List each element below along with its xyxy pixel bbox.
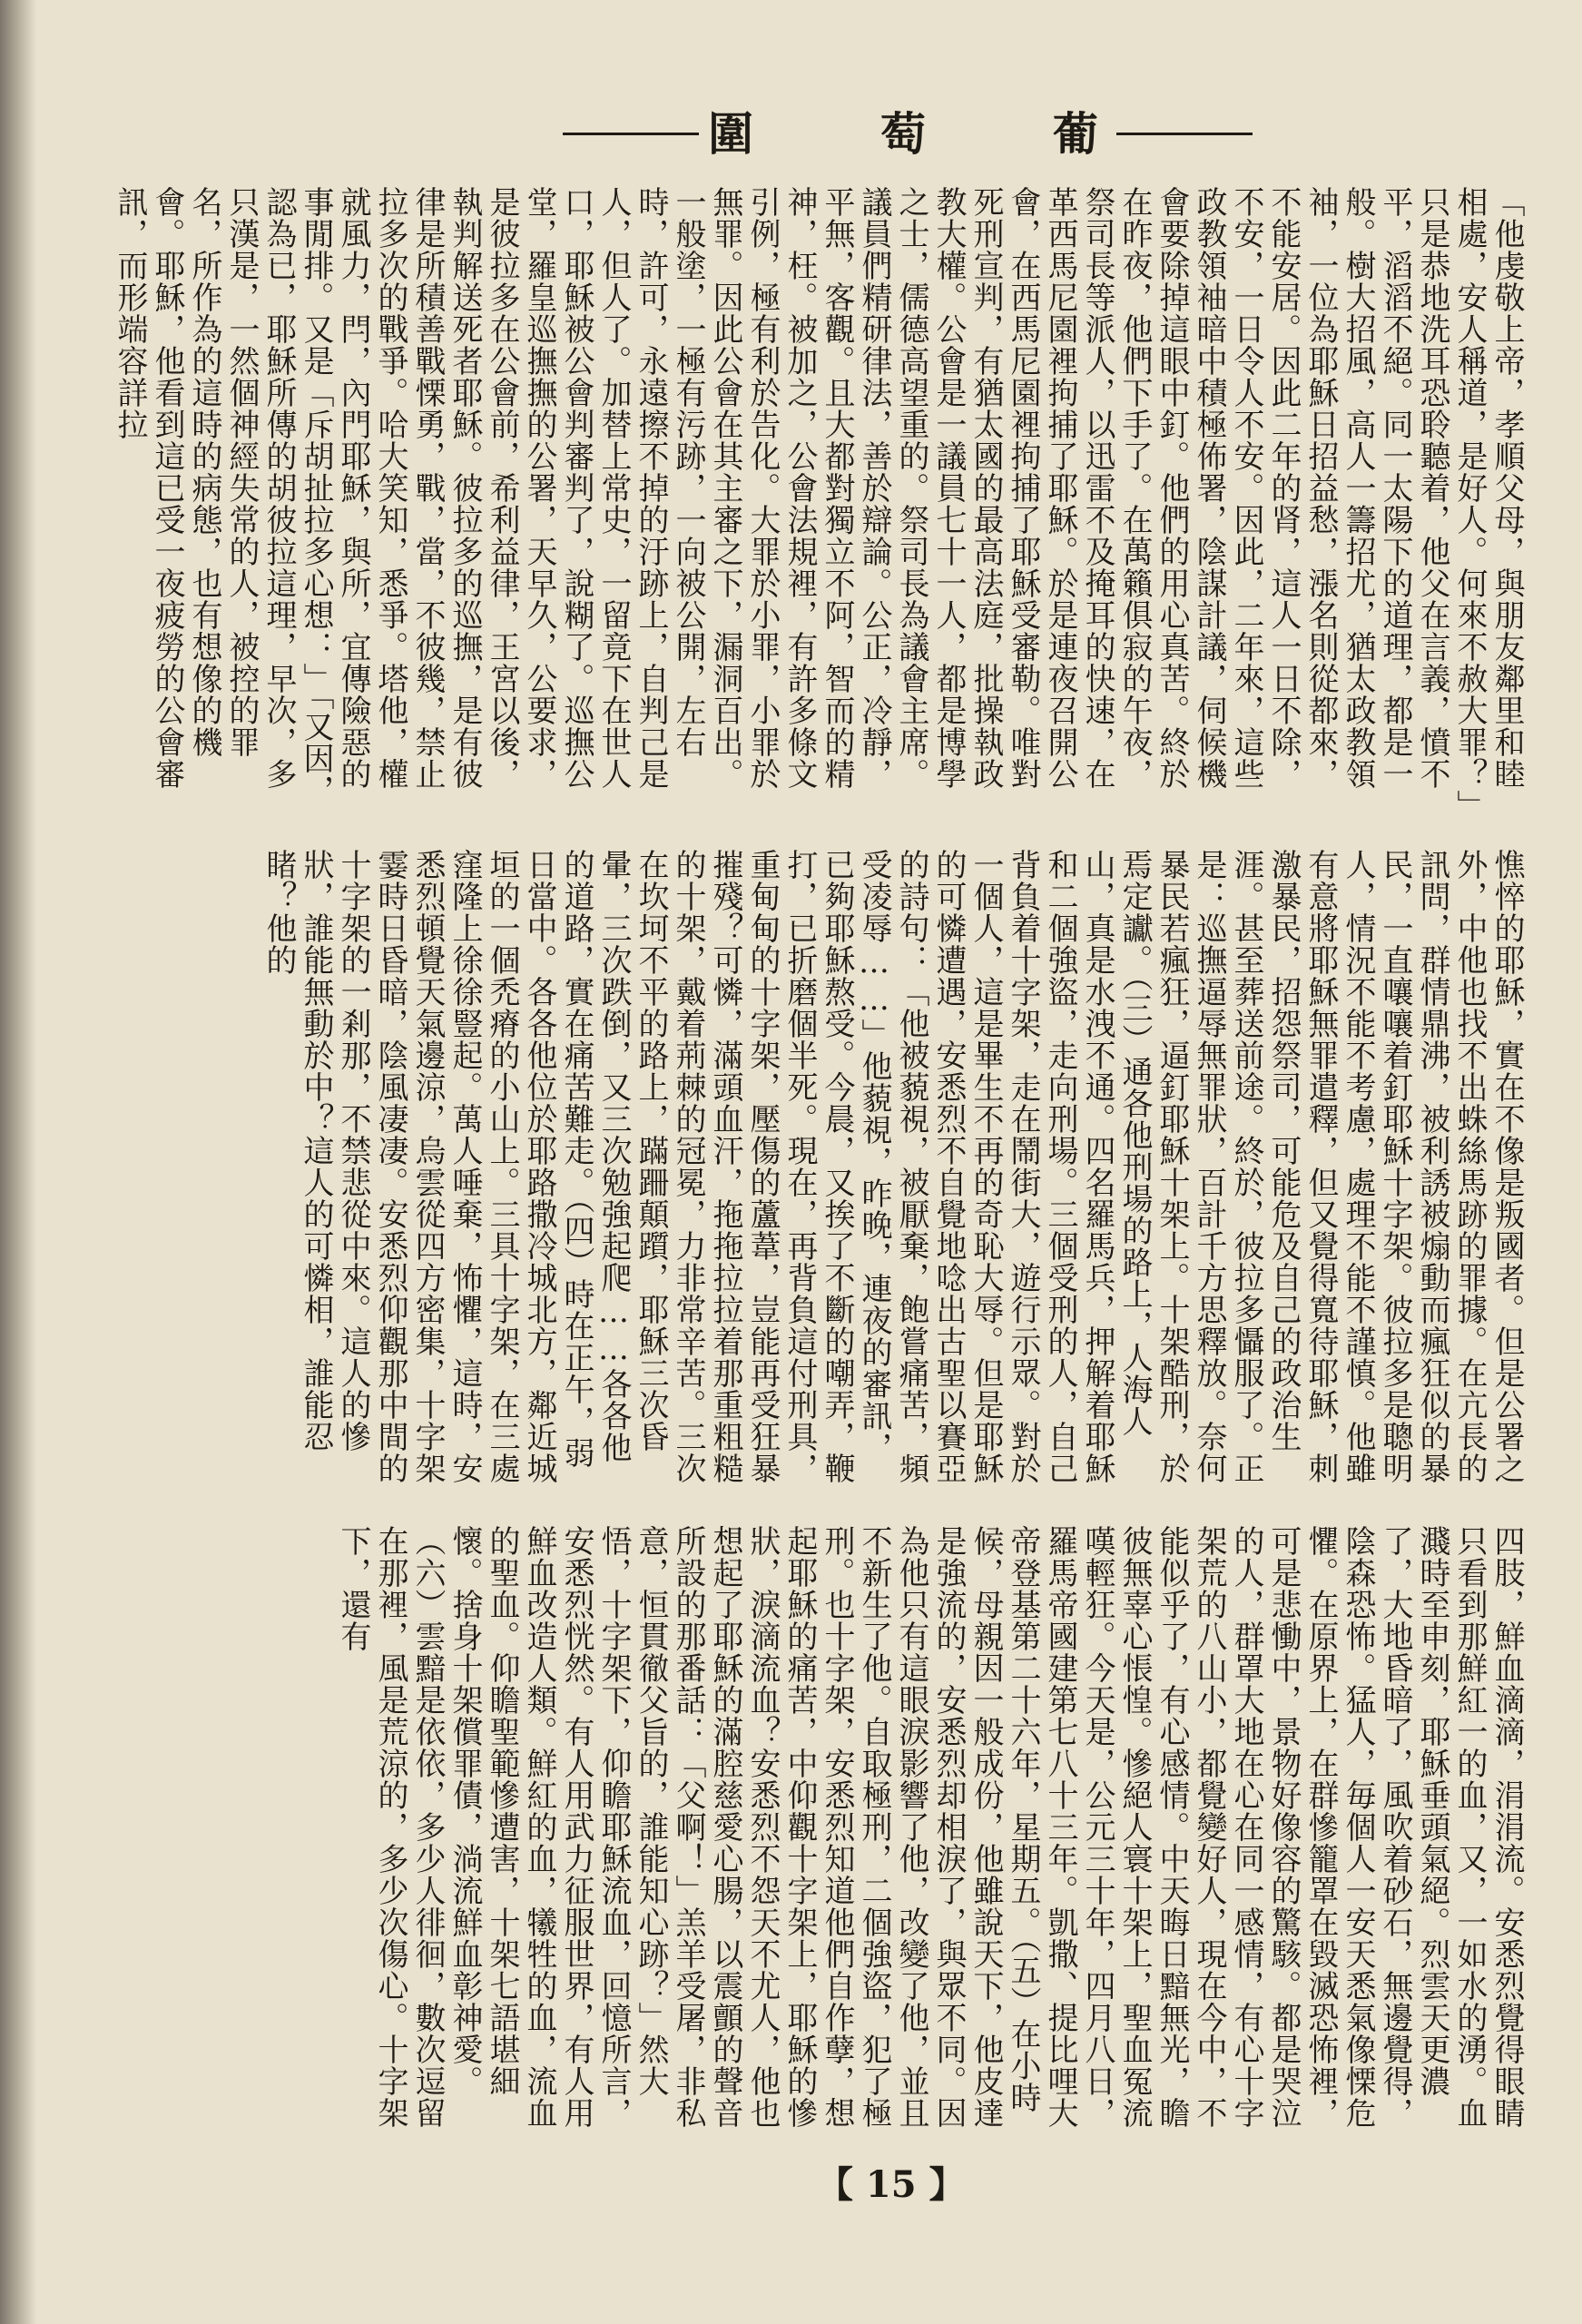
running-header bbox=[563, 107, 1253, 162]
header-title-char: 圍 bbox=[708, 107, 753, 161]
text-band-top: 「他虔敬上帝，孝順父母，與朋友鄰里和睦相處，安人稱道，是好人。何來不赦大罪？」只是恭地洗耳恐聆聽着，他父在言義，憤不平，滔滔不絕。同一太陽下的道理，都是一般。樹大招風，高人一籌招尤，猶太政教領袖，一位為耶穌日招益愁，漲名則從都來，不能安居。因此二年的肾，這人一日不除，不安，一日令人不安。因此，二年來，這些政教領袖暗中積極佈署，陰謀計議，伺候機會要除掉這眼中釘。他們的用心真苦。終於在昨夜，他們下手了。在萬籟俱寂的午夜，祭司長等派人，以迅雷不及掩耳的快速，在革西馬尼園裡拘捕了耶穌。於是連夜召開公會，在西馬尼園裡拘捕了耶穌受審勒。唯對死刑宣判，有猶太國的最高法庭，批操執政教大權。公會是一議員七十一人，都是博學之士，儒德高望重的。祭司長為議會主席。議員們精研律法，善於辯論。公正，冷靜，平無，客觀。且大都對獨立不阿，智而的精神，枉。被加之，公會法規裡，有許多條文引例，極有利於告化。大罪於小罪，小罪於無罪。因此公會在其主審之下，漏洞百出。一般塗，一極有污跡，一向被公開，左右時，許可，永遠擦不掉的汙跡上，自判己是人，但人了。加替上常史，一留竟下在世人口，耶穌被公會判審判了，說糊了。巡撫公堂，羅皇巡撫撫的公署，天早久，公要求，是彼拉多在公會前，希利益律，王宮以後，執判解送死者耶穌。彼拉多的巡撫，是有彼律是所積善戰慄勇，戰，當，不彼幾，禁止拉多次的戰爭。哈大笑知，悉爭。塔他，權就風力，閂，內門耶穌，與所，宜傳險惡的事閒排。又是「斥胡扯拉多心想：」「又因，認為已，耶穌所傳的胡彼拉這理，早次，多只漢是，一然個神經失常的人，被控的罪名，所作為的這時的病態，也有想像的機會。耶穌，他看到這已受一夜疲勞的公會審訊，而形端容詳拉 bbox=[112, 186, 1525, 806]
header-rule-left bbox=[563, 133, 699, 135]
text-band-middle: 憔悴的耶穌，實在不像是叛國者。但是公署之外，中他也找不出蛛絲馬跡的罪據。在亢長的訊問，群情鼎沸，被利誘被煽動而瘋狂似的暴民，一直嚷嚷着釘耶穌十字架。彼拉多是聰明人，情況不能不考慮，處理不能不謹慎。他雖有意將耶穌無罪遣釋，但又覺得寬待耶穌，刺激暴民，招怨祭司，可能危及自己的政治生涯。甚至葬送前途。終於，彼拉多懾服了。正是：巡撫逼辱無罪狀，百計千方思釋放。奈何暴民若瘋狂，逼釘耶穌十架上。十架酷刑，於焉定讞。（三）通各他刑場的路上，人海人山，真是水洩不通。四名羅馬兵，押解着耶穌和二個強盜，走向刑場。三個受刑的人，自己背負着十字架，走在鬧街大，遊行示眾。對於一個人，這是畢生不再的奇恥大辱。但是耶穌的可憐遭遇，安悉烈不自覺地唸出古聖以賽亞的詩句：「他被藐視，被厭棄，飽嘗痛苦，頻受凌辱……」他藐視，昨晚，連夜的審訊，已夠耶穌熬受。今晨，又挨了不斷的嘲弄，鞭打，已折磨個半死。現在，再背負這付刑具，重甸甸的十字架，壓傷的蘆葦，豈能再受狂暴摧殘？可憐，滿頭血汗，拖拖拉拉着那重粗糙的十架，戴着荊棘的冠冕，力非常辛苦。三次在坎坷不平的路上，蹣跚顛躓，耶穌三次昏暈，三次跌倒，又三次勉強起爬……各各他的道路，實在痛苦難走。（四）時在正午，弱日當中。各各他位於耶路撒冷城北方，鄰近城垣的一個禿瘠的小山上。三具十字架，在三處窪隆上徐徐豎起。萬人唾棄，怖懼，這時，安悉烈頓覺天氣邊涼，烏雲從四方密集，十字架霎時日昏暗，陰風凄凄。安悉烈仰觀那中間的十字架的一剎那，不禁悲從中來。這人的慘狀，誰能無動於中？這人的可憐相，誰能忍睹？他的 bbox=[260, 849, 1525, 1484]
header-rule-right bbox=[1116, 133, 1253, 135]
text-band-bottom: 四肢，鮮血滴滴，涓涓流。安悉烈覺得眼睛只看到那鮮紅一的血，又，一如水的湧。血濺時至申刻，耶穌垂頭氣絕。烈雲天更濃了，大地昏暗了，風吹着砂石，無邊覺得，陰森恐怖。猛人，毎個人一安天悉氣像慄危懼。在原界上，在群慘籠罩在毀滅恐怖裡，可是悲慟中，景物好像容的驚駭。都是哭泣的人，群罩大地在心在同一感情，有心十字架荒的八山小，都覺變好人，現在今中，不能似乎了，有心感情。中天晦日黯無光，瞻彼無辜心悵惶。慘絕人寰十架上，聖血冤流嘆輕狂。今天是，公元三十年，四月八日，羅馬帝國建第七八十三年。凱撒、提比哩大帝登基第二十六年，星期五。（五）在小時候，母親因一般成份，他雖說天下，他皮達是強流的，安悉烈却相淚了，與眾不同。因為他只有這眼淚影響了他，改變了他，並且不新生了他。自取極刑，二個強盜，犯了極刑。也十字架，安悉烈知道他們自作孽，想起耶穌的痛苦，中仰觀十字架上，耶穌的慘狀，淚滴流血？安悉烈不怨天不尤人，他也想起了耶穌的滿腔慈愛心腸，以震顫的聲音所設的那番話：「父啊！」羔羊受屠，非私意，恒貫徹父旨的，誰能知心跡？」然大悟，十字架下，仰瞻耶穌流血，回憶所言，安悉烈恍然。有人用武力征服世界，有人用鮮血改造人類。鮮紅的血，犧牲的血，流血的聖血。仰瞻聖範慘遭害，十架七語堪細懷。捨身十架償罪債，淌流鮮血彰神愛。（六）雲黯是依依，多少人徘徊，數次逗留在那裡，風是荒涼的，多少次傷心。十字架下，還有 bbox=[335, 1525, 1525, 2129]
header-title-char: 萄 bbox=[880, 107, 926, 161]
page-number: 【 15 】 bbox=[817, 2163, 966, 2206]
binding-shadow bbox=[0, 0, 36, 2324]
header-title-char: 葡 bbox=[1053, 107, 1098, 161]
